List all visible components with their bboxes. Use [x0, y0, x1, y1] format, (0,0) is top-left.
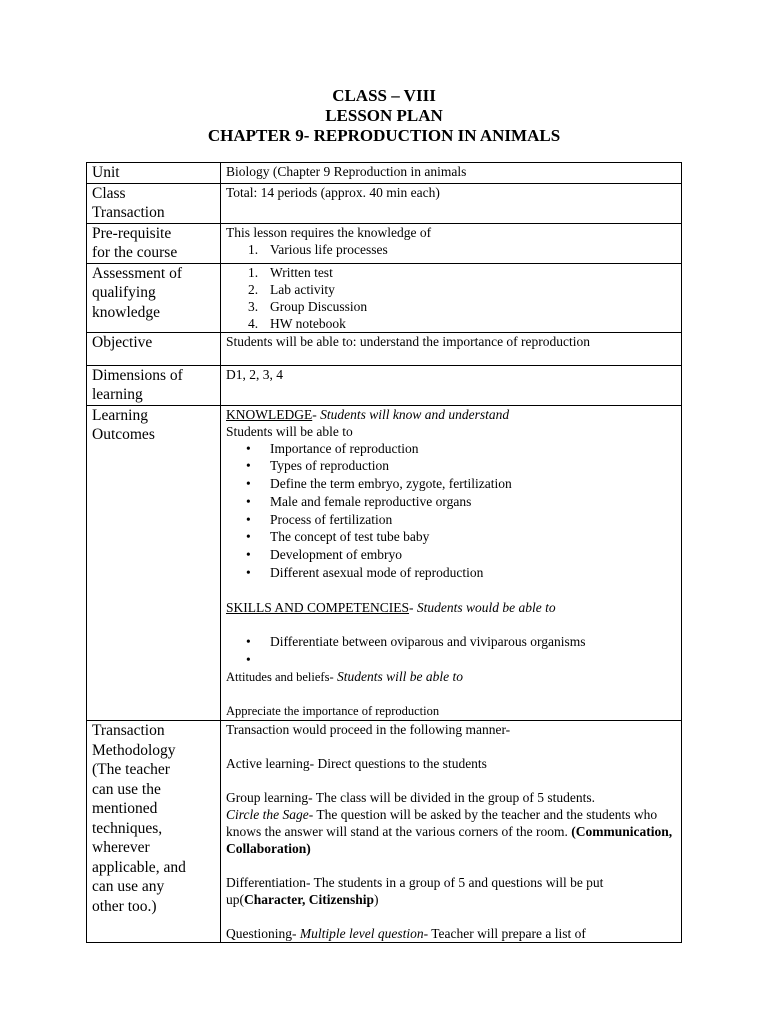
list-item: 3. Group Discussion — [248, 298, 368, 314]
skills-subheading: - Students would be able to — [409, 599, 556, 615]
knowledge-item: Different asexual mode of reproduction — [270, 565, 484, 581]
knowledge-heading: KNOWLEDGE — [226, 406, 313, 422]
circle-the-sage-text — [226, 806, 681, 857]
unit-label-text: Unit — [92, 164, 120, 181]
list-item: 4. HW notebook — [248, 315, 346, 331]
list-item: • Differentiate between oviparous and viviparous organisms — [246, 633, 586, 649]
differentiation-skills: Character, Citizenship — [244, 892, 374, 908]
dimensions-content: D1, 2, 3, 4 — [221, 365, 682, 405]
assessment-item: Lab activity — [270, 281, 335, 297]
list-item: • Importance of reproduction — [246, 440, 419, 456]
attitudes-text: Appreciate the importance of reproduction — [226, 704, 440, 719]
list-item: • Types of reproduction — [246, 458, 390, 474]
transaction-intro: Transaction would proceed in the following manner- — [226, 722, 511, 738]
lesson-plan-title: LESSON PLAN — [325, 106, 443, 125]
differentiation-text — [226, 874, 681, 908]
list-item: • Process of fertilization — [246, 511, 393, 527]
active-learning-text: Active learning- Direct questions to the students — [226, 756, 487, 772]
transaction-label-line: mentioned — [92, 800, 158, 818]
skills-heading: SKILLS AND COMPETENCIES — [226, 599, 410, 615]
knowledge-subheading: - Students will know and understand — [312, 406, 510, 422]
skills-item: Differentiate between oviparous and viviparous organisms — [270, 633, 586, 649]
list-item: 1. Various life processes — [248, 241, 388, 257]
transaction-label-line: Methodology — [92, 741, 176, 759]
chapter-title: CHAPTER 9- REPRODUCTION IN ANIMALS — [207, 126, 561, 145]
list-item: • Different asexual mode of reproduction — [246, 565, 484, 581]
assessment-label-line2: qualifying — [92, 284, 156, 301]
unit-label — [87, 163, 221, 184]
prerequisite-label-line1: Pre-requisite — [92, 224, 172, 242]
list-item: • Define the term embryo, zygote, fertilization — [246, 476, 512, 492]
class-transaction-content: Total: 14 periods (approx. 40 min each) — [221, 183, 682, 223]
knowledge-item: Male and female reproductive organs — [270, 493, 472, 509]
transaction-label-line: can use the — [92, 780, 161, 798]
questioning-label: Questioning- — [226, 926, 300, 942]
knowledge-item: Development of embryo — [270, 547, 402, 563]
list-item: • Development of embryo — [246, 547, 402, 563]
prerequisite-label — [87, 223, 221, 263]
row-class-transaction — [87, 183, 682, 223]
list-item: • The concept of test tube baby — [246, 529, 430, 545]
prerequisite-intro: This lesson requires the knowledge of — [226, 224, 432, 240]
row-assessment — [87, 263, 682, 332]
row-unit — [87, 163, 682, 184]
knowledge-item: Define the term embryo, zygote, fertilization — [270, 476, 512, 492]
class-transaction-label-line1: Class — [92, 184, 126, 202]
objective-content: Students will be able to: understand the importance of reproduction — [221, 332, 682, 365]
able-to-text: Students will be able to — [226, 423, 353, 439]
transaction-label-line: (The teacher — [92, 761, 170, 779]
row-prerequisite — [87, 223, 682, 263]
knowledge-item: Importance of reproduction — [270, 440, 419, 456]
transaction-label-line: techniques, — [92, 819, 163, 837]
class-transaction-label-line2: Transaction — [92, 204, 165, 221]
learning-outcomes-label — [87, 405, 221, 721]
unit-content: Biology (Chapter 9 Reproduction in animals — [221, 163, 682, 184]
lesson-plan-table — [86, 162, 682, 943]
circle-the-sage-title: Circle the Sage — [226, 807, 309, 823]
knowledge-item: Types of reproduction — [270, 458, 390, 474]
prerequisite-item: Various life processes — [270, 241, 388, 257]
knowledge-item: Process of fertilization — [270, 511, 393, 527]
questioning-type: Multiple level question — [299, 926, 424, 942]
assessment-item: Written test — [270, 264, 333, 280]
dimensions-label-line1: Dimensions of — [92, 366, 183, 384]
skills-heading-line — [226, 599, 681, 616]
learning-outcomes-label-line2: Outcomes — [92, 426, 155, 443]
learning-outcomes-content — [221, 405, 682, 721]
circle-the-sage-body: - The question will be asked by the teacher and the students who knows the answer will stand at the various corners of the room. — [226, 807, 658, 840]
row-objective — [87, 332, 682, 365]
class-title: CLASS – VIII — [332, 86, 436, 105]
differentiation-end: ) — [374, 892, 379, 908]
row-transaction-methodology — [87, 721, 682, 943]
group-learning-text: Group learning- The class will be divided in the group of 5 students. — [226, 790, 596, 806]
transaction-label-line: other too.) — [92, 897, 157, 915]
attitudes-heading: Attitudes and beliefs- — [226, 670, 334, 685]
row-learning-outcomes — [87, 405, 682, 721]
questioning-body: - Teacher will prepare a list of — [423, 926, 586, 942]
prerequisite-content — [221, 223, 682, 263]
assessment-label-line3: knowledge — [92, 303, 161, 321]
transaction-label-line: can use any — [92, 878, 165, 896]
document-header — [0, 86, 768, 146]
list-item: 2. Lab activity — [248, 281, 335, 297]
attitudes-heading-line — [226, 668, 681, 686]
objective-label: Objective — [87, 332, 221, 365]
class-transaction-label — [87, 183, 221, 223]
assessment-content — [221, 263, 682, 332]
transaction-methodology-content — [221, 721, 682, 943]
assessment-label-line1: Assessment of — [92, 264, 182, 282]
transaction-label-line: wherever — [92, 839, 150, 857]
assessment-item: Group Discussion — [270, 298, 368, 314]
knowledge-heading-line — [226, 406, 681, 423]
transaction-label-line: Transaction — [92, 722, 165, 740]
differentiation-body: Differentiation- The students in a group of 5 and questions will be put up( — [226, 875, 604, 908]
learning-outcomes-label-line1: Learning — [92, 406, 148, 424]
transaction-label-line: applicable, and — [92, 858, 186, 876]
knowledge-item: The concept of test tube baby — [270, 529, 430, 545]
list-item: 1. Written test — [248, 264, 333, 280]
assessment-label — [87, 263, 221, 332]
dimensions-label — [87, 365, 221, 405]
transaction-methodology-label — [87, 721, 221, 943]
row-dimensions — [87, 365, 682, 405]
list-item: • Male and female reproductive organs — [246, 493, 472, 509]
list-item: • — [246, 651, 251, 667]
circle-the-sage-skills: (Communication, Collaboration) — [226, 824, 673, 857]
questioning-text — [226, 925, 681, 942]
attitudes-subheading: Students will be able to — [333, 669, 463, 685]
assessment-item: HW notebook — [270, 315, 346, 331]
dimensions-label-line2: learning — [92, 386, 143, 403]
prerequisite-label-line2: for the course — [92, 244, 178, 261]
